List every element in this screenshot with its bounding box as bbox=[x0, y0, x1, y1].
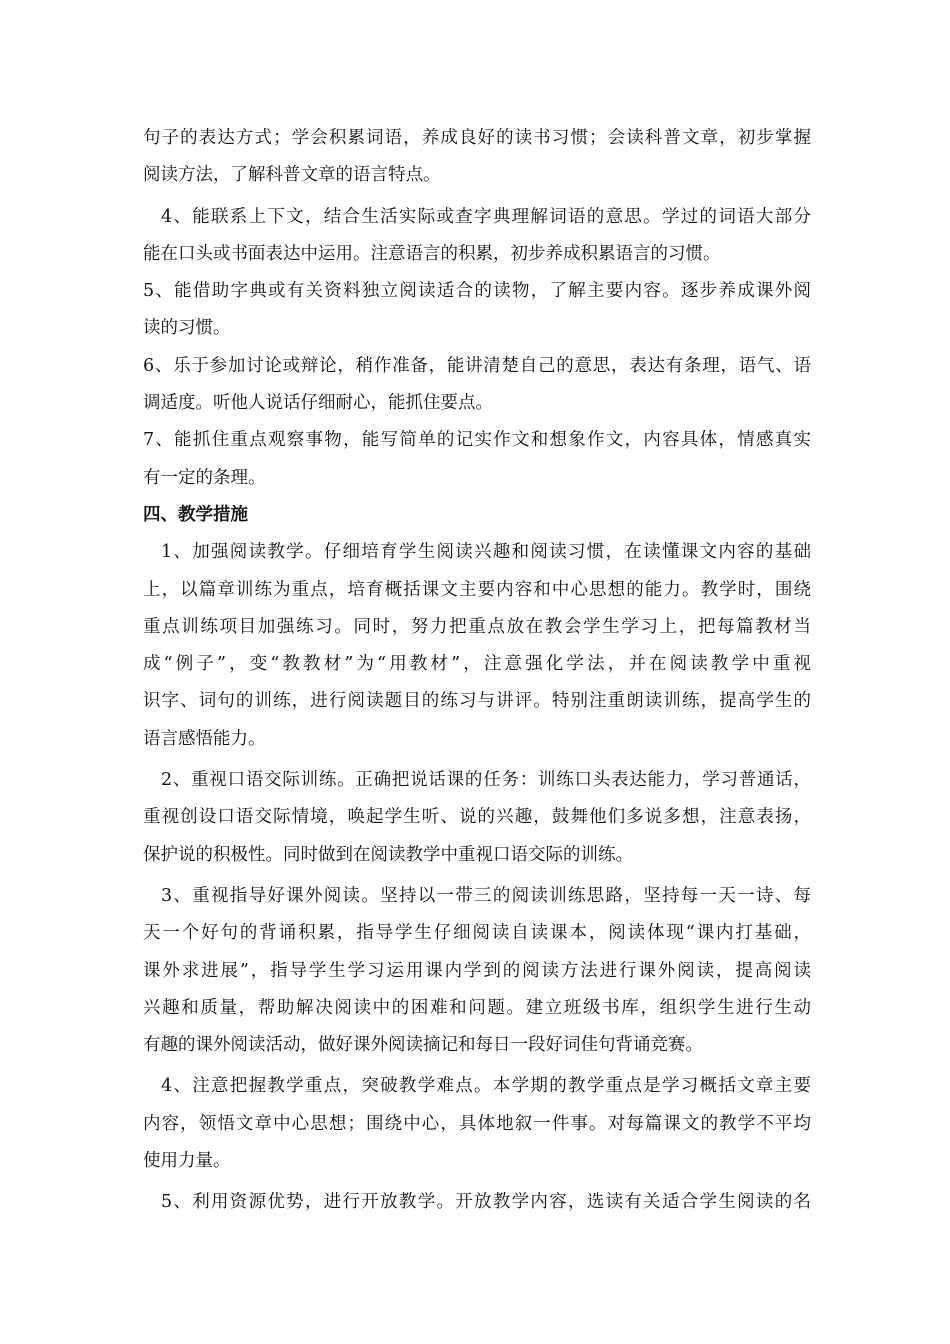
measure-2-line: 保护说的积极性。同时做到在阅读教学中重视口语交际的训练。 bbox=[143, 844, 633, 865]
measure-4-line: 使用力量。 bbox=[143, 1151, 231, 1172]
measure-1-line: 重点训练项目加强练习。同时，努力把重点放在教会学生学习上，把每篇教材当 bbox=[143, 616, 811, 637]
list-item-6-line: 6、乐于参加讨论或辩论，稍作准备，能讲清楚自己的意思，表达有条理，语气、语 bbox=[143, 355, 811, 376]
list-item-4-line: 能在口头或书面表达中运用。注意语言的积累，初步养成积累语言的习惯。 bbox=[143, 243, 721, 264]
document-body bbox=[143, 120, 811, 1222]
measure-1-line: 1、加强阅读教学。仔细培育学生阅读兴趣和阅读习惯，在读懂课文内容的基础 bbox=[161, 542, 811, 563]
measure-2-line: 重视创设口语交际情境，唤起学生听、说的兴趣，鼓舞他们多说多想，注意表扬， bbox=[143, 807, 811, 828]
measure-3-line: 兴趣和质量，帮助解决阅读中的困难和问题。建立班级书库，组织学生进行生动 bbox=[143, 997, 811, 1018]
measure-5-line: 5、利用资源优势，进行开放教学。开放教学内容，选读有关适合学生阅读的名 bbox=[161, 1192, 811, 1213]
measure-3-line: 课外求进展”，指导学生学习运用课内学到的阅读方法进行课外阅读，提高阅读 bbox=[143, 960, 811, 981]
measure-4-line: 4、注意把握教学重点，突破教学难点。本学期的教学重点是学习概括文章主要 bbox=[161, 1076, 811, 1097]
section-heading: 四、教学措施 bbox=[143, 504, 248, 525]
measure-3-line: 天一个好句的背诵积累，指导学生仔细阅读自读课本，阅读体现“课内打基础， bbox=[143, 923, 811, 944]
measure-1-line: 语言感悟能力。 bbox=[143, 728, 266, 749]
list-item-7-line: 有一定的条理。 bbox=[143, 467, 266, 488]
list-item-5-line: 5、能借助字典或有关资料独立阅读适合的读物，了解主要内容。逐步养成课外阅 bbox=[143, 281, 811, 302]
body-line: 阅读方法，了解科普文章的语言特点。 bbox=[143, 165, 441, 186]
list-item-6-line: 调适度。听他人说话仔细耐心，能抓住要点。 bbox=[143, 393, 493, 414]
list-item-5-line: 读的习惯。 bbox=[143, 318, 231, 339]
measure-3-line: 有趣的课外阅读活动，做好课外阅读摘记和每日一段好词佳句背诵竞赛。 bbox=[143, 1035, 703, 1056]
list-item-4-line: 4、能联系上下文，结合生活实际或查字典理解词语的意思。学过的词语大部分 bbox=[161, 206, 811, 227]
measure-1-line: 上，以篇章训练为重点，培育概括课文主要内容和中心思想的能力。教学时，围绕 bbox=[143, 579, 811, 600]
measure-1-line: 识字、词句的训练，进行阅读题目的练习与讲评。特别注重朗读训练，提高学生的 bbox=[143, 691, 811, 712]
measure-2-line: 2、重视口语交际训练。正确把说话课的任务：训练口头表达能力，学习普通话， bbox=[161, 770, 811, 791]
list-item-7-line: 7、能抓住重点观察事物，能写简单的记实作文和想象作文，内容具体，情感真实 bbox=[143, 430, 811, 451]
measure-4-line: 内容，领悟文章中心思想；围绕中心，具体地叙一件事。对每篇课文的教学不平均 bbox=[143, 1113, 811, 1134]
body-line: 句子的表达方式；学会积累词语，养成良好的读书习惯；会读科普文章，初步掌握 bbox=[143, 128, 811, 148]
measure-3-line: 3、重视指导好课外阅读。坚持以一带三的阅读训练思路，坚持每一天一诗、每 bbox=[161, 885, 811, 906]
measure-1-line: 成“例子”，变“教教材”为“用教材”，注意强化学法，并在阅读教学中重视 bbox=[143, 654, 811, 675]
